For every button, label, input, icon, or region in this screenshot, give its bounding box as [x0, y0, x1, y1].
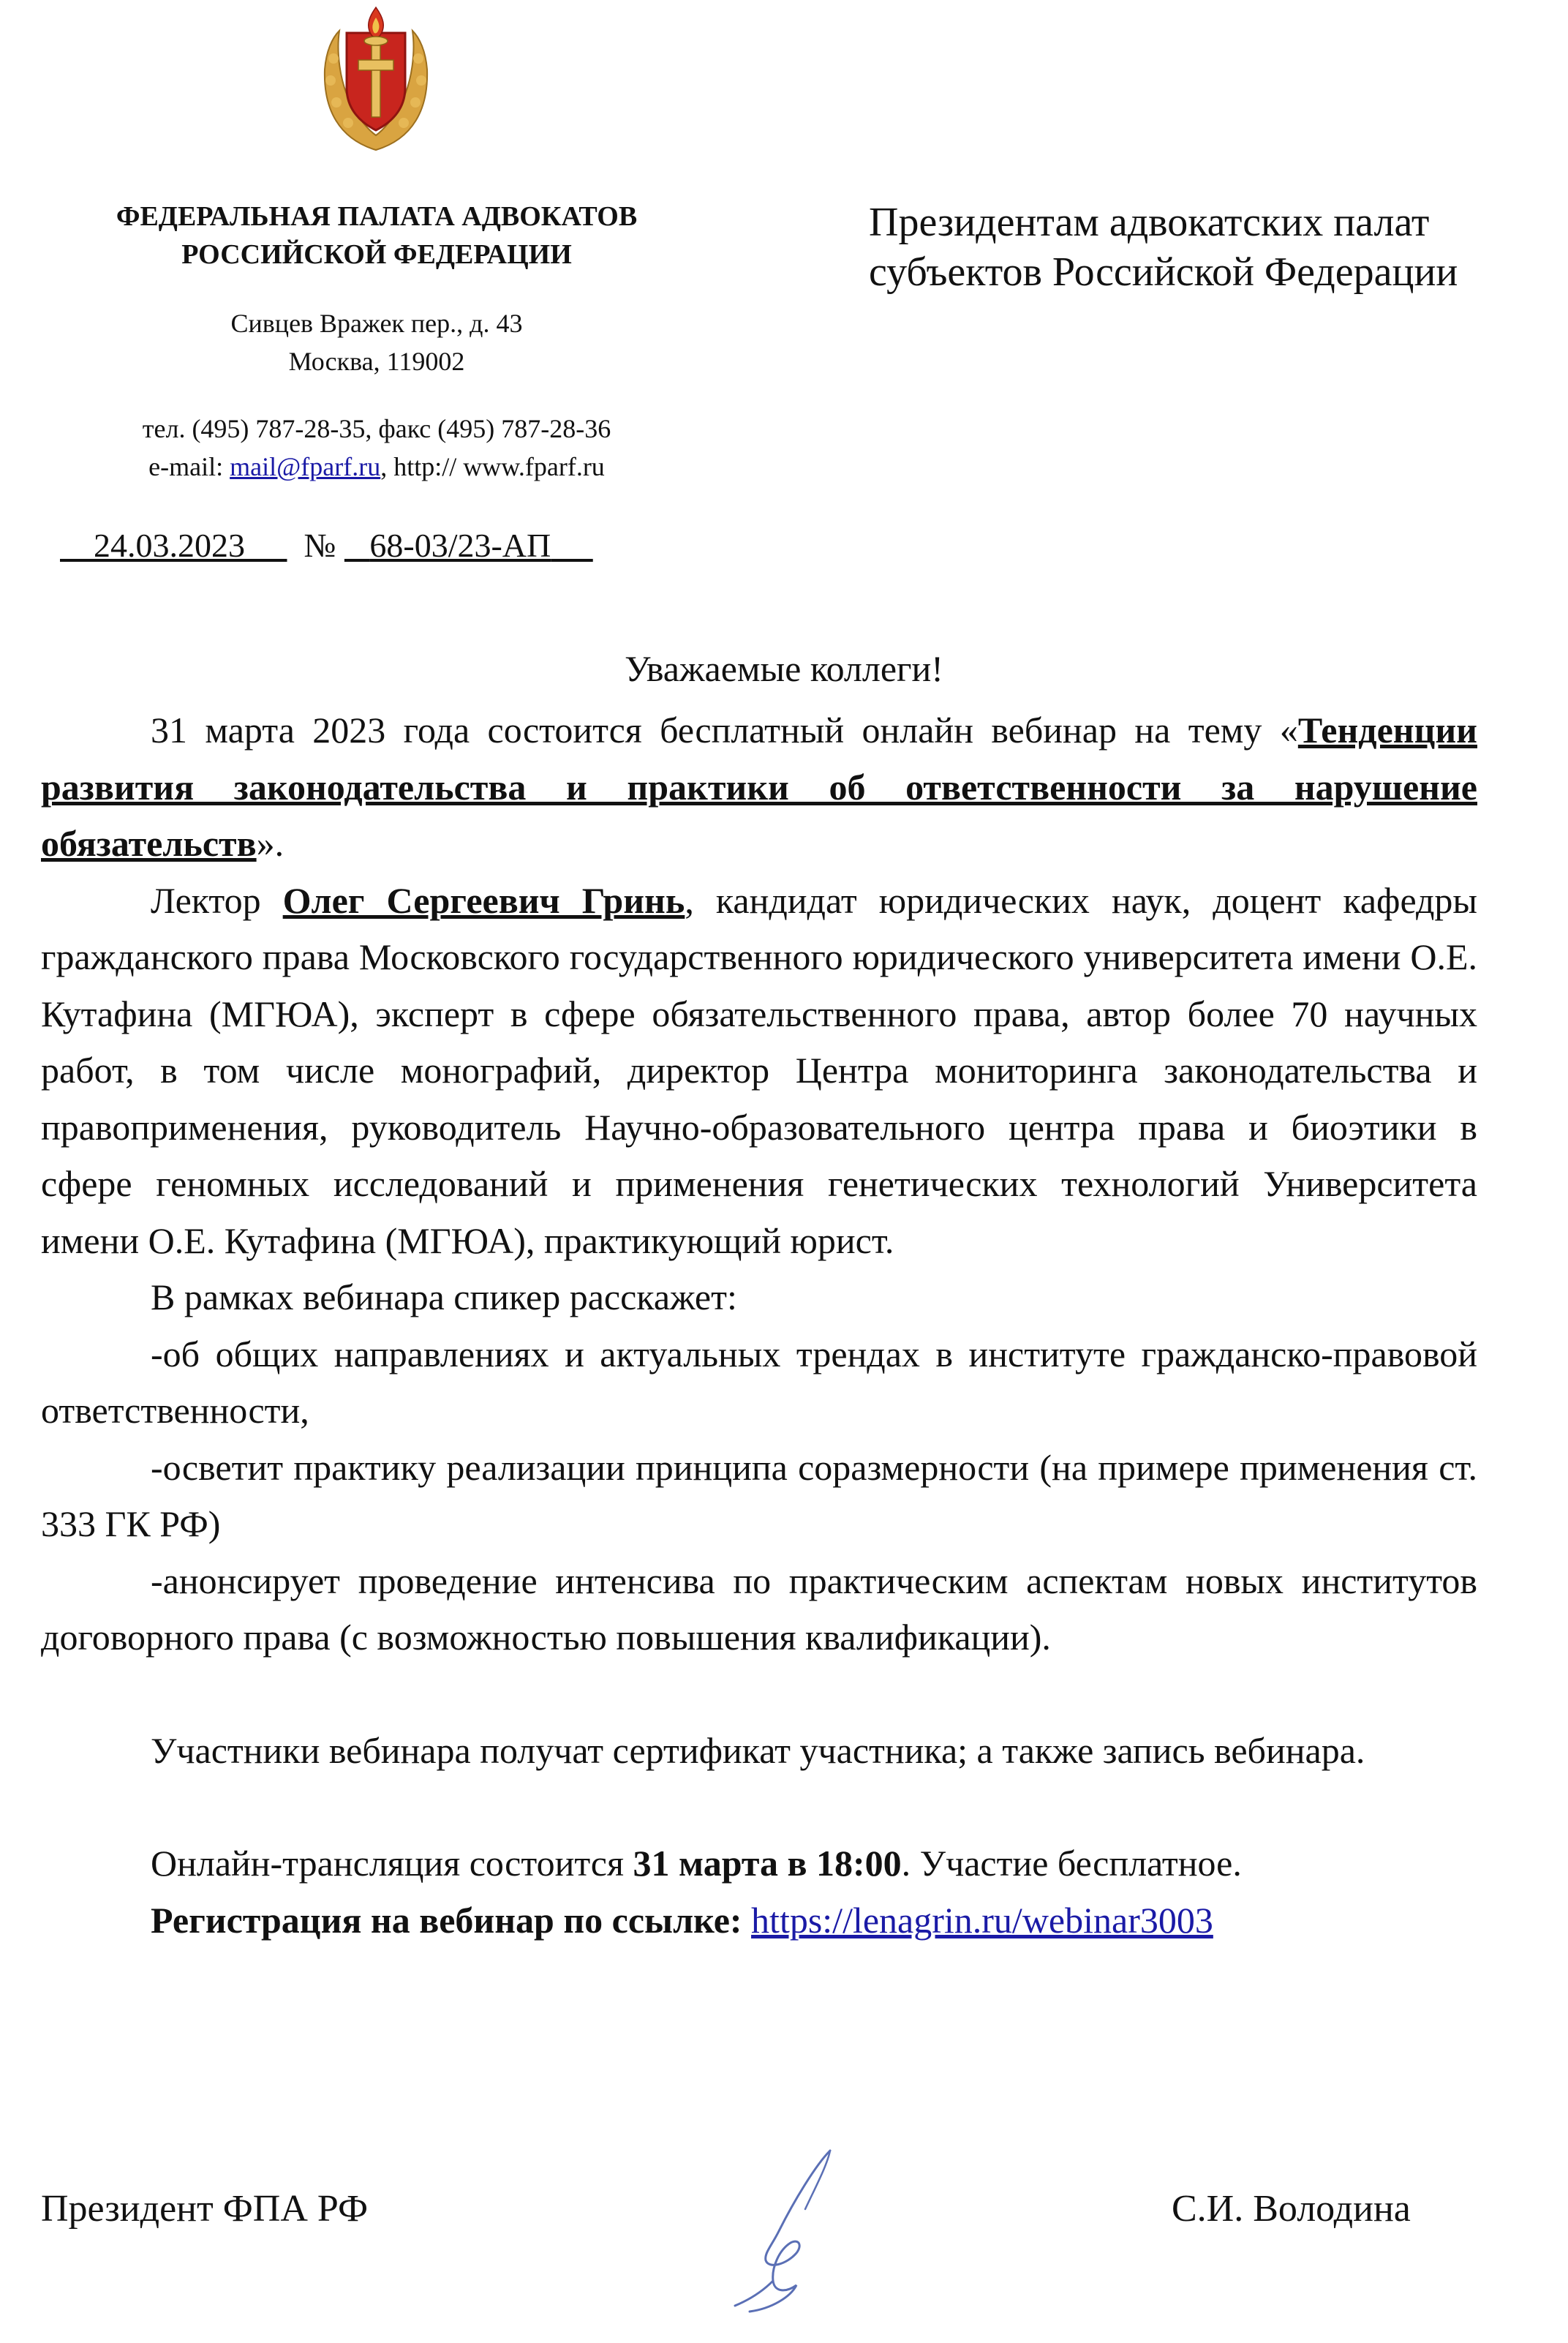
list-item-1: -об общих направлениях и актуальных трендах в институте гражданско-правовой ответственности, [41, 1333, 1477, 1431]
letter-body [41, 702, 1477, 1949]
paragraph-registration [41, 1892, 1477, 1949]
number-field [344, 527, 593, 564]
p5-end: . Участие бесплатное. [901, 1843, 1242, 1884]
p1-end: ». [256, 823, 284, 864]
addressee-line2: субъектов Российской Федерации [869, 249, 1458, 295]
org-name-line1: ФЕДЕРАЛЬНАЯ ПАЛАТА АДВОКАТОВ [116, 201, 638, 232]
paragraph-certificate: Участники вебинара получат сертификат участника; а также запись вебинара. [151, 1729, 1365, 1771]
address-line1: Сивцев Вражек пер., д. 43 [230, 309, 523, 338]
lecturer-name: Олег Сергеевич Гринь [282, 879, 685, 921]
webinar-topic: Тенденции развития законодательства и практики об ответственности за нарушение обязательств [41, 710, 1477, 864]
organization-contacts [44, 410, 709, 486]
letter-date: 24.03.2023 [94, 527, 245, 564]
email-web-line [44, 448, 709, 486]
paragraph-broadcast [41, 1835, 1477, 1892]
broadcast-datetime: 31 марта в 18:00 [633, 1843, 902, 1884]
address-line2: Москва, 119002 [288, 347, 465, 376]
email-prefix: e-mail: [148, 452, 230, 481]
salutation: Уважаемые коллеги! [625, 648, 943, 689]
organization-name [44, 198, 709, 274]
email-link[interactable]: mail@fparf.ru [230, 452, 381, 481]
lecturer-bio: , кандидат юридических наук, доцент кафедры гражданского права Московского государственного юридического университета имени О.Е. Кутафина (МГЮА), эксперт в сфере обязательственного права, автор более 70 научных работ, в том числе монографий, директор Центра мониторинга законодательства и правоприменения, руководитель Научно-образовательного центра права и биоэтики в сфере геномных исследований и применения генетических технологий Университета имени О.Е. Кутафина (МГЮА), практикующий юрист. [41, 879, 1478, 1261]
addressee-line1: Президентам адвокатских палат [869, 200, 1430, 245]
date-field [60, 527, 287, 564]
web-address: , http:// www.fparf.ru [380, 452, 605, 481]
handwritten-signature [720, 2136, 852, 2319]
org-name-line2: РОССИЙСКОЙ ФЕДЕРАЦИИ [181, 239, 572, 270]
signatory-title: Президент ФПА РФ [41, 2188, 369, 2230]
paragraph-lecturer [41, 873, 1477, 1270]
list-item-3: -анонсирует проведение интенсива по практическим аспектам новых институтов договорного права (с возможностью повышения квалификации). [41, 1560, 1477, 1658]
paragraph-intro-list: В рамках вебинара спикер расскажет: [151, 1276, 737, 1317]
p1-start: 31 марта 2023 года состоится бесплатный онлайн вебинар на тему « [151, 710, 1298, 751]
p5-start: Онлайн-трансляция состоится [151, 1843, 633, 1884]
letter-number: 68-03/23-АП [369, 527, 551, 564]
paragraph-announcement [41, 702, 1477, 873]
phone-line: тел. (495) 787-28-35, факс (495) 787-28-36 [142, 414, 611, 443]
addressee-block [869, 198, 1527, 297]
p2-start: Лектор [151, 879, 283, 921]
registration-link[interactable]: https://lenagrin.ru/webinar3003 [751, 1899, 1213, 1941]
fpa-emblem-icon [310, 0, 442, 154]
registration-label: Регистрация на вебинар по ссылке: [151, 1899, 752, 1941]
reference-line [60, 524, 593, 568]
signatory-name: С.И. Володина [1172, 2188, 1411, 2230]
list-item-2: -осветит практику реализации принципа соразмерности (на примере применения ст. 333 ГК РФ) [41, 1446, 1477, 1544]
number-sign: № [304, 527, 336, 564]
organization-address [44, 304, 709, 380]
